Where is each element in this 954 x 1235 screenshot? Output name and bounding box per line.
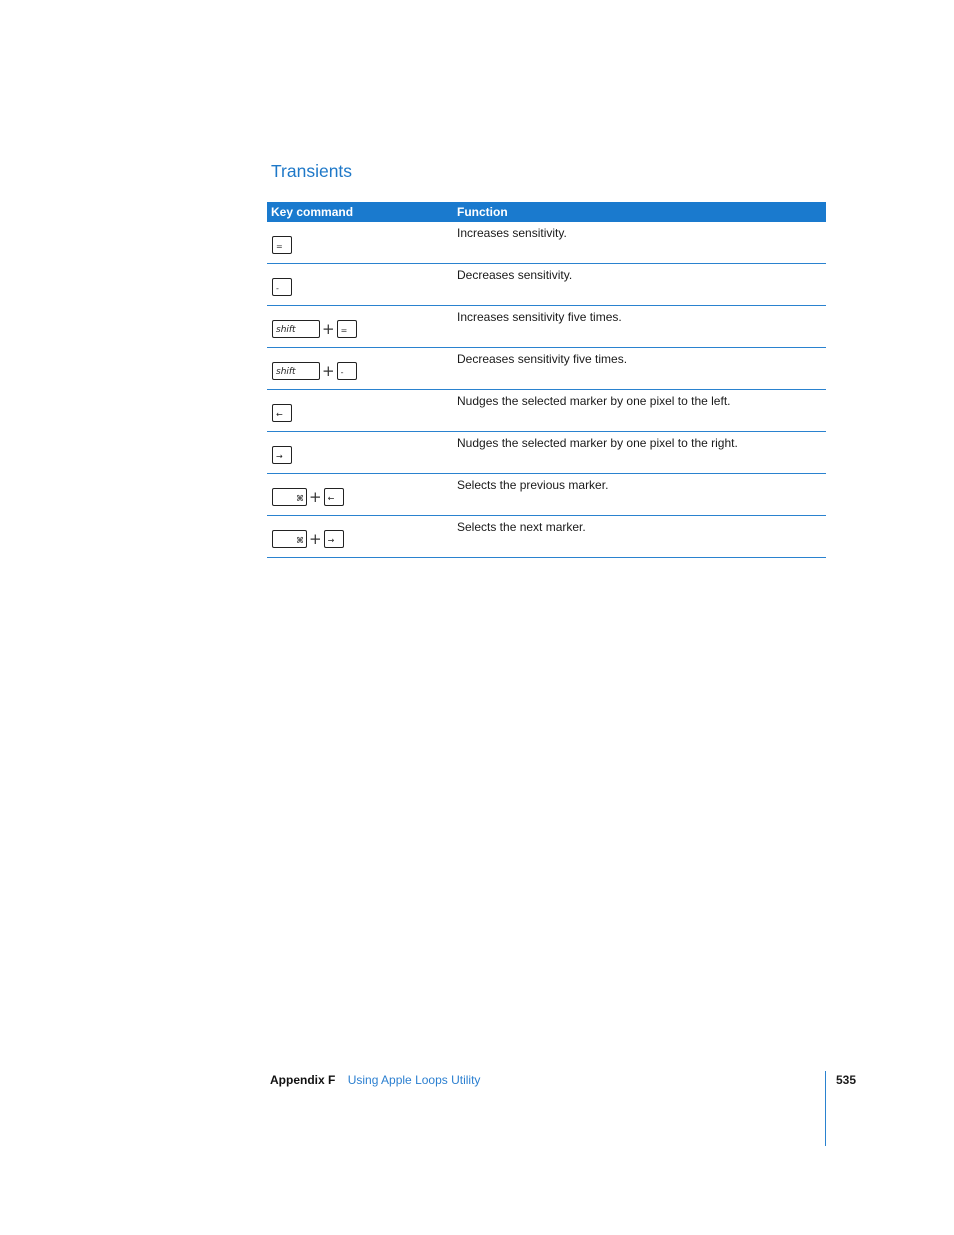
header-function: Function (457, 205, 508, 219)
key-combo (267, 306, 457, 347)
function-description: Increases sensitivity five times. (457, 310, 622, 324)
shift-key-label: shift (276, 366, 296, 377)
function-description: Decreases sensitivity. (457, 268, 573, 282)
table-row (267, 432, 826, 474)
key-combo (267, 432, 457, 473)
table-header (267, 202, 826, 222)
plus-sign: + (322, 361, 335, 380)
table-row (267, 348, 826, 390)
table-row (267, 474, 826, 516)
equals-key-icon: = (272, 236, 292, 254)
key-combo (267, 516, 457, 557)
shift-key-icon (272, 320, 320, 338)
left-arrow-key-icon: ← (272, 404, 292, 422)
function-description: Decreases sensitivity five times. (457, 352, 628, 366)
key-combo (267, 390, 457, 431)
table-row (267, 516, 826, 558)
key-combo (267, 222, 457, 263)
page-number: 535 (836, 1073, 857, 1087)
section-title: Transients (271, 161, 353, 181)
header-key-command: Key command (271, 205, 354, 219)
footer-divider (825, 1071, 826, 1146)
table-row (267, 306, 826, 348)
key-combo (267, 348, 457, 389)
shift-key-icon (272, 362, 320, 380)
function-description: Nudges the selected marker by one pixel to the right. (457, 436, 738, 450)
appendix-label: Appendix F (270, 1073, 336, 1087)
table-body (267, 222, 826, 558)
key-combo (267, 474, 457, 515)
plus-sign: + (309, 487, 322, 506)
table-row (267, 222, 826, 264)
function-description: Selects the next marker. (457, 520, 586, 534)
plus-sign: + (309, 529, 322, 548)
right-arrow-key-icon: → (272, 446, 292, 464)
page-footer (270, 1073, 480, 1087)
equals-key-icon: = (337, 320, 357, 338)
plus-sign: + (322, 319, 335, 338)
command-key-icon (272, 488, 307, 506)
command-icon: ⌘ (296, 493, 304, 503)
table-row (267, 390, 826, 432)
function-description: Increases sensitivity. (457, 226, 567, 240)
command-key-icon (272, 530, 307, 548)
table-row (267, 264, 826, 306)
minus-key-icon: - (272, 278, 292, 296)
chapter-link[interactable]: Using Apple Loops Utility (347, 1073, 481, 1087)
shift-key-label: shift (276, 324, 296, 335)
left-arrow-key-icon: ← (324, 488, 344, 506)
key-combo (267, 264, 457, 305)
key-command-table (267, 202, 826, 558)
command-icon: ⌘ (296, 535, 304, 545)
right-arrow-key-icon: → (324, 530, 344, 548)
function-description: Nudges the selected marker by one pixel to the left. (457, 394, 731, 408)
function-description: Selects the previous marker. (457, 478, 609, 492)
minus-key-icon: - (337, 362, 357, 380)
